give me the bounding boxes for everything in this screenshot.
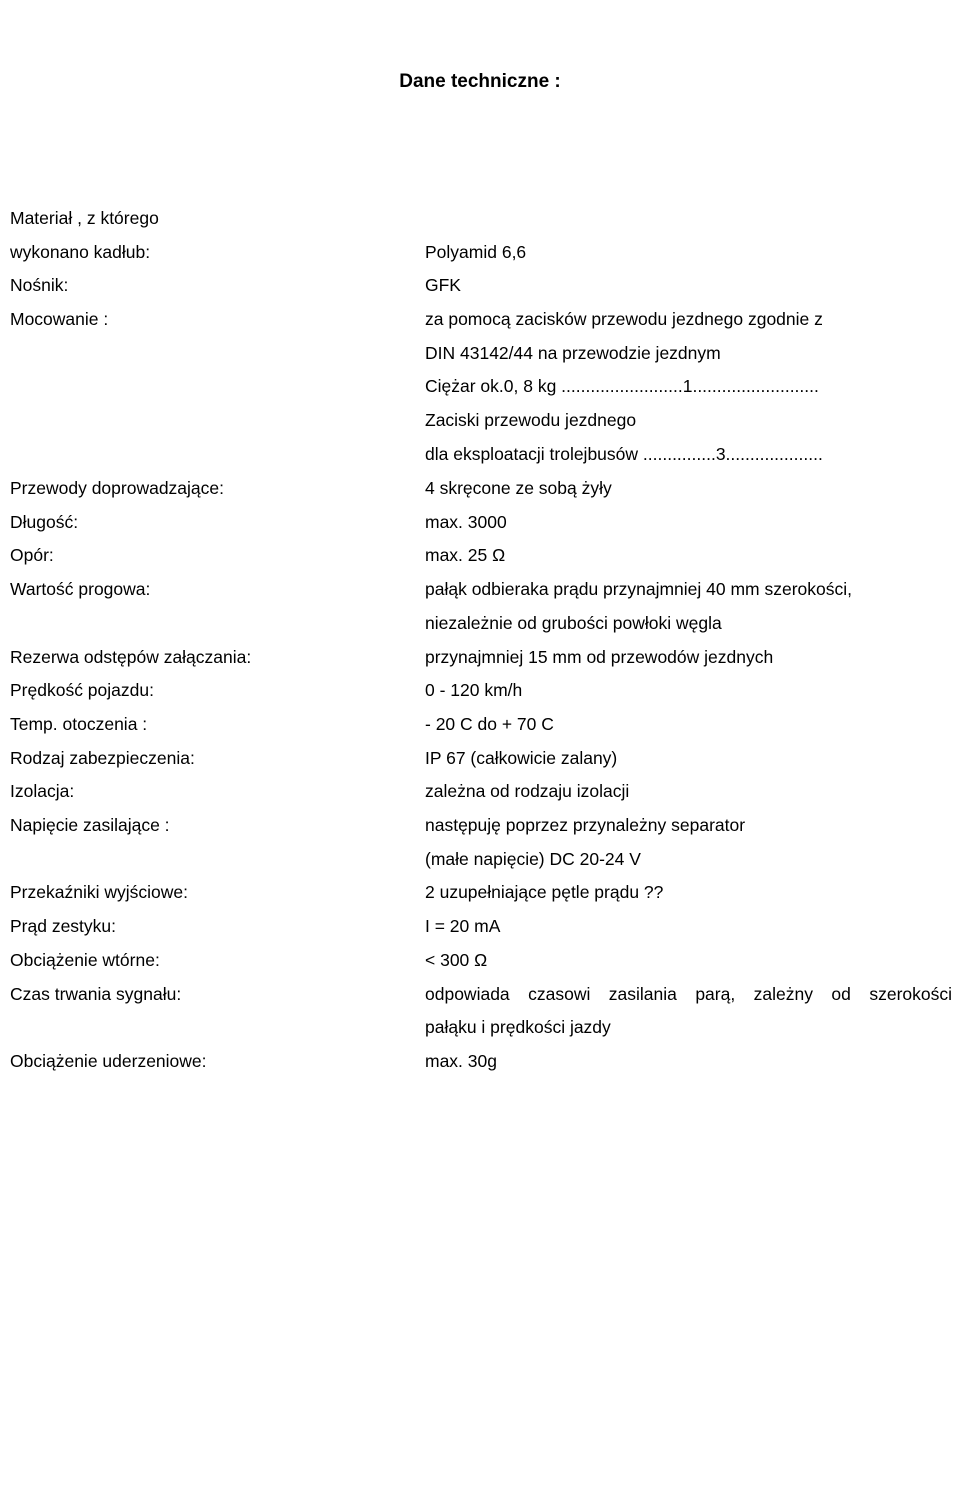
- threshold-value-line-2: niezależnie od grubości powłoki węgla: [425, 613, 722, 633]
- material-label-line-2: wykonano kadłub:: [10, 242, 151, 262]
- contact-current-value: I = 20 mA: [425, 916, 501, 936]
- vehicle-speed-value: 0 - 120 km/h: [425, 680, 523, 700]
- mounting-value-line-4: Zaciski przewodu jezdnego: [425, 410, 637, 430]
- mounting-value-line-3: Ciężar ok.0, 8 kg .........................1..........................: [425, 376, 819, 396]
- leads-label: Przewody doprowadzające:: [10, 478, 225, 498]
- signal-duration-label: Czas trwania sygnału:: [10, 984, 182, 1004]
- contact-current-label: Prąd zestyku:: [10, 916, 117, 936]
- mounting-value-line-2: DIN 43142/44 na przewodzie jezdnym: [425, 343, 721, 363]
- leads-value: 4 skręcone ze sobą żyły: [425, 478, 612, 498]
- ambient-temp-value: - 20 C do + 70 C: [425, 714, 554, 734]
- mounting-label: Mocowanie :: [10, 309, 109, 329]
- carrier-label: Nośnik:: [10, 275, 69, 295]
- shock-load-label: Obciążenie uderzeniowe:: [10, 1051, 207, 1071]
- switching-reserve-label: Rezerwa odstępów załączania:: [10, 647, 252, 667]
- supply-voltage-value-line-2: (małe napięcie) DC 20-24 V: [425, 849, 641, 869]
- shock-load-value: max. 30g: [425, 1051, 497, 1071]
- threshold-value-line-1: pałąk odbieraka prądu przynajmniej 40 mm szerokości,: [425, 579, 853, 599]
- document-title: Dane techniczne :: [399, 71, 561, 92]
- resistance-value: max. 25 Ω: [425, 545, 506, 565]
- length-label: Długość:: [10, 512, 79, 532]
- threshold-label: Wartość progowa:: [10, 579, 151, 599]
- vehicle-speed-label: Prędkość pojazdu:: [10, 680, 154, 700]
- signal-duration-value-line-2: pałąku i prędkości jazdy: [425, 1017, 611, 1037]
- output-relays-value: 2 uzupełniające pętle prądu ??: [425, 882, 664, 902]
- insulation-value: zależna od rodzaju izolacji: [425, 781, 630, 801]
- mounting-value-line-1: za pomocą zacisków przewodu jezdnego zgodnie z: [425, 309, 823, 329]
- secondary-load-value: < 300 Ω: [425, 950, 488, 970]
- resistance-label: Opór:: [10, 545, 54, 565]
- supply-voltage-label: Napięcie zasilające :: [10, 815, 170, 835]
- protection-type-value: IP 67 (całkowicie zalany): [425, 748, 618, 768]
- protection-type-label: Rodzaj zabezpieczenia:: [10, 748, 195, 768]
- supply-voltage-value-line-1: następuję poprzez przynależny separator: [425, 815, 746, 835]
- material-value: Polyamid 6,6: [425, 242, 527, 262]
- carrier-value: GFK: [425, 275, 461, 295]
- insulation-label: Izolacja:: [10, 781, 75, 801]
- ambient-temp-label: Temp. otoczenia :: [10, 714, 148, 734]
- output-relays-label: Przekaźniki wyjściowe:: [10, 882, 188, 902]
- mounting-value-line-5: dla eksploatacji trolejbusów ...............3....................: [425, 444, 823, 464]
- signal-duration-value-line-1: odpowiada czasowi zasilania parą, zależny od szerokości: [425, 984, 952, 1004]
- material-label-line-1: Materiał , z którego: [10, 208, 159, 228]
- switching-reserve-value: przynajmniej 15 mm od przewodów jezdnych: [425, 647, 774, 667]
- length-value: max. 3000: [425, 512, 507, 532]
- secondary-load-label: Obciążenie wtórne:: [10, 950, 160, 970]
